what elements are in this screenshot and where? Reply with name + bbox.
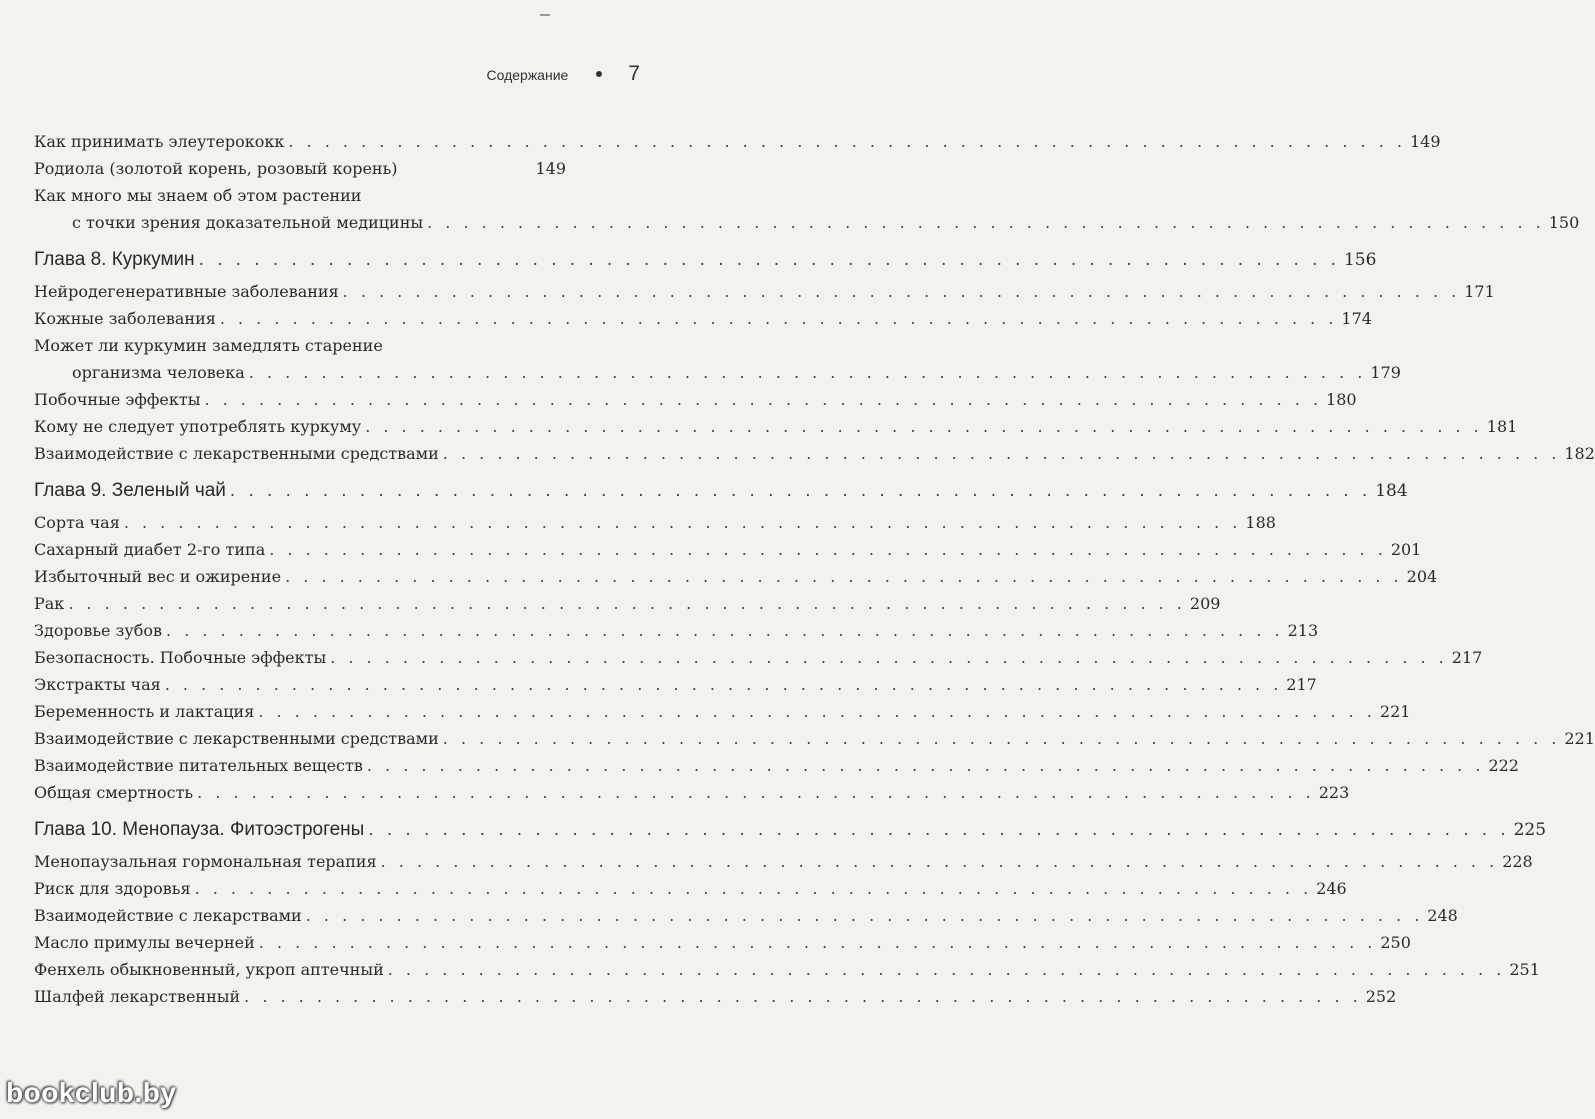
toc-entry-page: 182 (1564, 444, 1595, 463)
dot-leader: . . . . . . . . . . . . . . . . . . . . . . . . . . . . . . . . . . . . . . . . . . . . . . . . . . . . . . . . . . . . . . (244, 987, 1362, 1006)
dot-leader: . . . . . . . . . . . . . . . . . . . . . . . . . . . . . . . . . . . . . . . . . . . . . . . . . . . . . . . . . . . . . . (288, 132, 1406, 151)
toc-entry-continued (34, 209, 1580, 236)
toc-entry-page: 248 (1427, 906, 1458, 925)
toc-entry-title: Безопасность. Побочные эффекты (34, 648, 327, 667)
dot-leader: . . . . . . . . . . . . . . . . . . . . . . . . . . . . . . . . . . . . . . . . . . . . . . . . . . . . . . . . . . . . . . (442, 444, 1561, 463)
toc-entry-title: Масло примулы вечерней (34, 933, 255, 952)
dot-leader: . . . . . . . . . . . . . . . . . . . . . . . . . . . . . . . . . . . . . . . . . . . . . . . . . . . . . . . . . . . . . . (342, 282, 1461, 301)
dot-leader: . . . . . . . . . . . . . . . . . . . . . . . . . . . . . . . . . . . . . . . . . . . . . . . . . . . . . . . . . . . . . . (387, 960, 1506, 979)
toc-entry-title: Кому не следует употреблять куркуму (34, 417, 362, 436)
toc-entry (34, 155, 566, 182)
dot-leader: . . . . . . . . . . . . . . . . . . . . . . . . . . . . . . . . . . . . . . . . . . . . . . . . . . . . . . . . . . . . . . (442, 729, 1561, 748)
dot-leader: . . . . . . . . . . . . . . . . . . . . . . . . . . . . . . . . . . . . . . . . . . . . . . . . . . . . . . . . . . . . . . (258, 933, 1377, 952)
toc-entry-page: 252 (1365, 987, 1397, 1006)
toc-entry (34, 725, 1595, 752)
toc-entry (34, 386, 1357, 413)
toc-chapter (34, 473, 1408, 509)
toc-entry-page: 217 (1286, 675, 1317, 694)
toc-entry-title: организма человека (72, 363, 245, 382)
toc-entry (34, 644, 1483, 671)
toc-entry-page: 149 (1409, 132, 1441, 151)
toc-entry-title: Взаимодействие с лекарственными средствами (34, 444, 439, 463)
bullet-icon (596, 71, 602, 77)
toc-entry (34, 413, 1518, 440)
dot-leader: . . . . . . . . . . . . . . . . . . . . . . . . . . . . . . . . . . . . . . . . . . . . . . . . . . . . . . . . . . . . . . (305, 906, 1424, 925)
toc-entry-page: 209 (1189, 594, 1221, 613)
toc-entry-page: 228 (1502, 852, 1533, 871)
toc-entry-title: Как принимать элеутерококк (34, 132, 285, 151)
toc-entry (34, 278, 1495, 305)
dot-leader: . . . . . . . . . . . . . . . . . . . . . . . . . . . . . . . . . . . . . . . . . . . . . . . . . . . . . . . . . . . . . . (166, 621, 1284, 640)
toc-entry-page: 221 (1379, 702, 1411, 721)
toc-entry-page: 156 (1343, 250, 1377, 270)
toc-entry-title: Здоровье зубов (34, 621, 163, 640)
toc-entry-title: Побочные эффекты (34, 390, 201, 409)
toc-entry (34, 509, 1276, 536)
toc-entry-page: 181 (1486, 417, 1518, 436)
toc-entry-page: 201 (1390, 540, 1422, 559)
toc-entry-title: Сорта чая (34, 513, 120, 532)
watermark: bookclub.by (6, 1077, 177, 1108)
dot-leader: . . . . . . . . . . . . . . . . . . . . . . . . . . . . . . . . . . . . . . . . . . . . . . . . . . . . . . . . . . . . . . (365, 417, 1483, 436)
toc-entry-title: Взаимодействие с лекарственными средствами (34, 729, 439, 748)
toc-entry (34, 752, 1519, 779)
toc-entry-title: с точки зрения доказательной медицины (72, 213, 424, 232)
toc-entry (34, 956, 1540, 983)
toc-entry (34, 671, 1317, 698)
toc-entry-first-line (34, 332, 566, 359)
toc-entry-title: Менопаузальная гормональная терапия (34, 852, 377, 871)
dot-leader: . . . . . . . . . . . . . . . . . . . . . . . . . . . . . . . . . . . . . . . . . . . . . . . . . . . . . . . . . . . . . . (380, 852, 1499, 871)
dot-leader: . . . . . . . . . . . . . . . . . . . . . . . . . . . . . . . . . . . . . . . . . . . . . . . . . . . . . . . . . . . . . . (427, 213, 1545, 232)
dot-leader: . . . . . . . . . . . . . . . . . . . . . . . . . . . . . . . . . . . . . . . . . . . . . . . . . . . . . . . . . . . . . . (248, 363, 1367, 382)
toc-entry (34, 563, 1438, 590)
toc-entry-page: 250 (1380, 933, 1411, 952)
dot-leader: . . . . . . . . . . . . . . . . . . . . . . . . . . . . . . . . . . . . . . . . . . . . . . . . . . . . . . . . . . . . . . (269, 540, 1387, 559)
dot-leader: . . . . . . . . . . . . . . . . . . . . . . . . . . . . . . . . . . . . . . . . . . . . . . . . . . . . . . . . . . . . . . (68, 594, 1186, 613)
toc-entry (34, 983, 1397, 1010)
toc-entry-page: 204 (1406, 567, 1438, 586)
toc-entry-title: Может ли куркумин замедлять старение (34, 336, 383, 355)
toc-entry-page: 184 (1375, 481, 1408, 501)
header-label: Содержание (486, 67, 569, 83)
toc-entry-title: Беременность и лактация (34, 702, 255, 721)
dot-leader: . . . . . . . . . . . . . . . . . . . . . . . . . . . . . . . . . . . . . . . . . . . . . . . . . . . . . . . . . . . . . . (258, 702, 1376, 721)
toc-entry (34, 305, 1372, 332)
toc-entry-page: 180 (1326, 390, 1357, 409)
dot-leader: . . . . . . . . . . . . . . . . . . . . . . . . . . . . . . . . . . . . . . . . . . . . . . . . . . . . . . . . . . . . . . (219, 309, 1338, 328)
table-of-contents (34, 128, 1595, 1010)
toc-entry-title: Шалфей лекарственный (34, 987, 241, 1006)
toc-entry-page: 225 (1513, 820, 1547, 840)
toc-entry-title: Родиола (золотой корень, розовый корень) (34, 159, 398, 178)
toc-entry-page: 174 (1341, 309, 1372, 328)
toc-entry-title: Кожные заболевания (34, 309, 216, 328)
toc-entry (34, 440, 1595, 467)
toc-entry-page: 150 (1548, 213, 1580, 232)
toc-entry-page: 188 (1245, 513, 1276, 532)
toc-entry (34, 902, 1458, 929)
dot-leader: . . . . . . . . . . . . . . . . . . . . . . . . . . . . . . . . . . . . . . . . . . . . . . . . . . . . . . . . . . . . . . (204, 390, 1323, 409)
toc-entry-page: 179 (1370, 363, 1401, 382)
toc-entry (34, 698, 1411, 725)
dot-leader: . . . . . . . . . . . . . . . . . . . . . . . . . . . . . . . . . . . . . . . . . . . . . . . . . . . . . . . . . . . . . . (330, 648, 1448, 667)
toc-entry-page: 171 (1464, 282, 1495, 301)
toc-entry (34, 929, 1411, 956)
toc-entry-title: Взаимодействие с лекарствами (34, 906, 302, 925)
toc-entry-page: 213 (1287, 621, 1319, 640)
toc-entry (34, 617, 1319, 644)
running-header (0, 62, 640, 86)
toc-entry (34, 779, 1350, 806)
toc-entry-title: Фенхель обыкновенный, укроп аптечный (34, 960, 384, 979)
toc-entry-title: Сахарный диабет 2-го типа (34, 540, 266, 559)
dot-leader: . . . . . . . . . . . . . . . . . . . . . . . . . . . . . . . . . . . . . . . . . . . . . . . . . . . . . . . . . . . . . . (123, 513, 1242, 532)
toc-entry-title: Глава 10. Менопауза. Фитоэстрогены (34, 819, 365, 840)
toc-entry-page: 246 (1316, 879, 1347, 898)
dot-leader: . . . . . . . . . . . . . . . . . . . . . . . . . . . . . . . . . . . . . . . . . . . . . . . . . . . . . . . . . . . . . . (366, 756, 1485, 775)
page-number: 7 (628, 62, 640, 85)
toc-entry-page: 223 (1318, 783, 1350, 802)
toc-entry-title: Глава 9. Зеленый чай (34, 480, 226, 501)
dot-leader: . . . . . . . . . . . . . . . . . . . . . . . . . . . . . . . . . . . . . . . . . . . . . . . . . . . . . . . . . . . . . . (368, 819, 1510, 840)
dot-leader: . . . . . . . . . . . . . . . . . . . . . . . . . . . . . . . . . . . . . . . . . . . . . . . . . . . . . . . . . . . . . . (229, 480, 1372, 501)
toc-entry-title: Общая смертность (34, 783, 194, 802)
toc-chapter (34, 242, 1377, 278)
toc-entry-title: Как много мы знаем об этом растении (34, 186, 362, 205)
toc-entry-title: Рак (34, 594, 65, 613)
toc-entry (34, 875, 1347, 902)
toc-entry (34, 128, 1441, 155)
toc-entry-continued (34, 359, 1401, 386)
toc-entry-page: 217 (1451, 648, 1483, 667)
toc-entry-title: Глава 8. Куркумин (34, 249, 195, 270)
dot-leader: . . . . . . . . . . . . . . . . . . . . . . . . . . . . . . . . . . . . . . . . . . . . . . . . . . . . . . . . . . . . . . (164, 675, 1283, 694)
dot-leader: . . . . . . . . . . . . . . . . . . . . . . . . . . . . . . . . . . . . . . . . . . . . . . . . . . . . . . . . . . . . . . (197, 783, 1315, 802)
toc-entry (34, 536, 1422, 563)
dot-leader: . . . . . . . . . . . . . . . . . . . . . . . . . . . . . . . . . . . . . . . . . . . . . . . . . . . . . . . . . . . . . . (198, 249, 1340, 270)
top-mark (540, 14, 550, 16)
toc-entry-page: 251 (1509, 960, 1540, 979)
dot-leader: . . . . . . . . . . . . . . . . . . . . . . . . . . . . . . . . . . . . . . . . . . . . . . . . . . . . . . . . . . . . . . (285, 567, 1403, 586)
toc-entry-first-line (34, 182, 566, 209)
toc-entry-page: 149 (535, 159, 566, 178)
toc-entry-title: Риск для здоровья (34, 879, 191, 898)
toc-entry (34, 590, 1221, 617)
dot-leader: . . . . . . . . . . . . . . . . . . . . . . . . . . . . . . . . . . . . . . . . . . . . . . . . . . . . . . . . . . . . . . (194, 879, 1313, 898)
toc-entry-title: Избыточный вес и ожирение (34, 567, 282, 586)
toc-entry-title: Экстракты чая (34, 675, 161, 694)
toc-entry-title: Нейродегенеративные заболевания (34, 282, 339, 301)
toc-entry-page: 222 (1488, 756, 1519, 775)
toc-chapter (34, 812, 1547, 848)
toc-entry (34, 848, 1533, 875)
toc-entry-title: Взаимодействие питательных веществ (34, 756, 363, 775)
toc-entry-page: 221 (1564, 729, 1595, 748)
